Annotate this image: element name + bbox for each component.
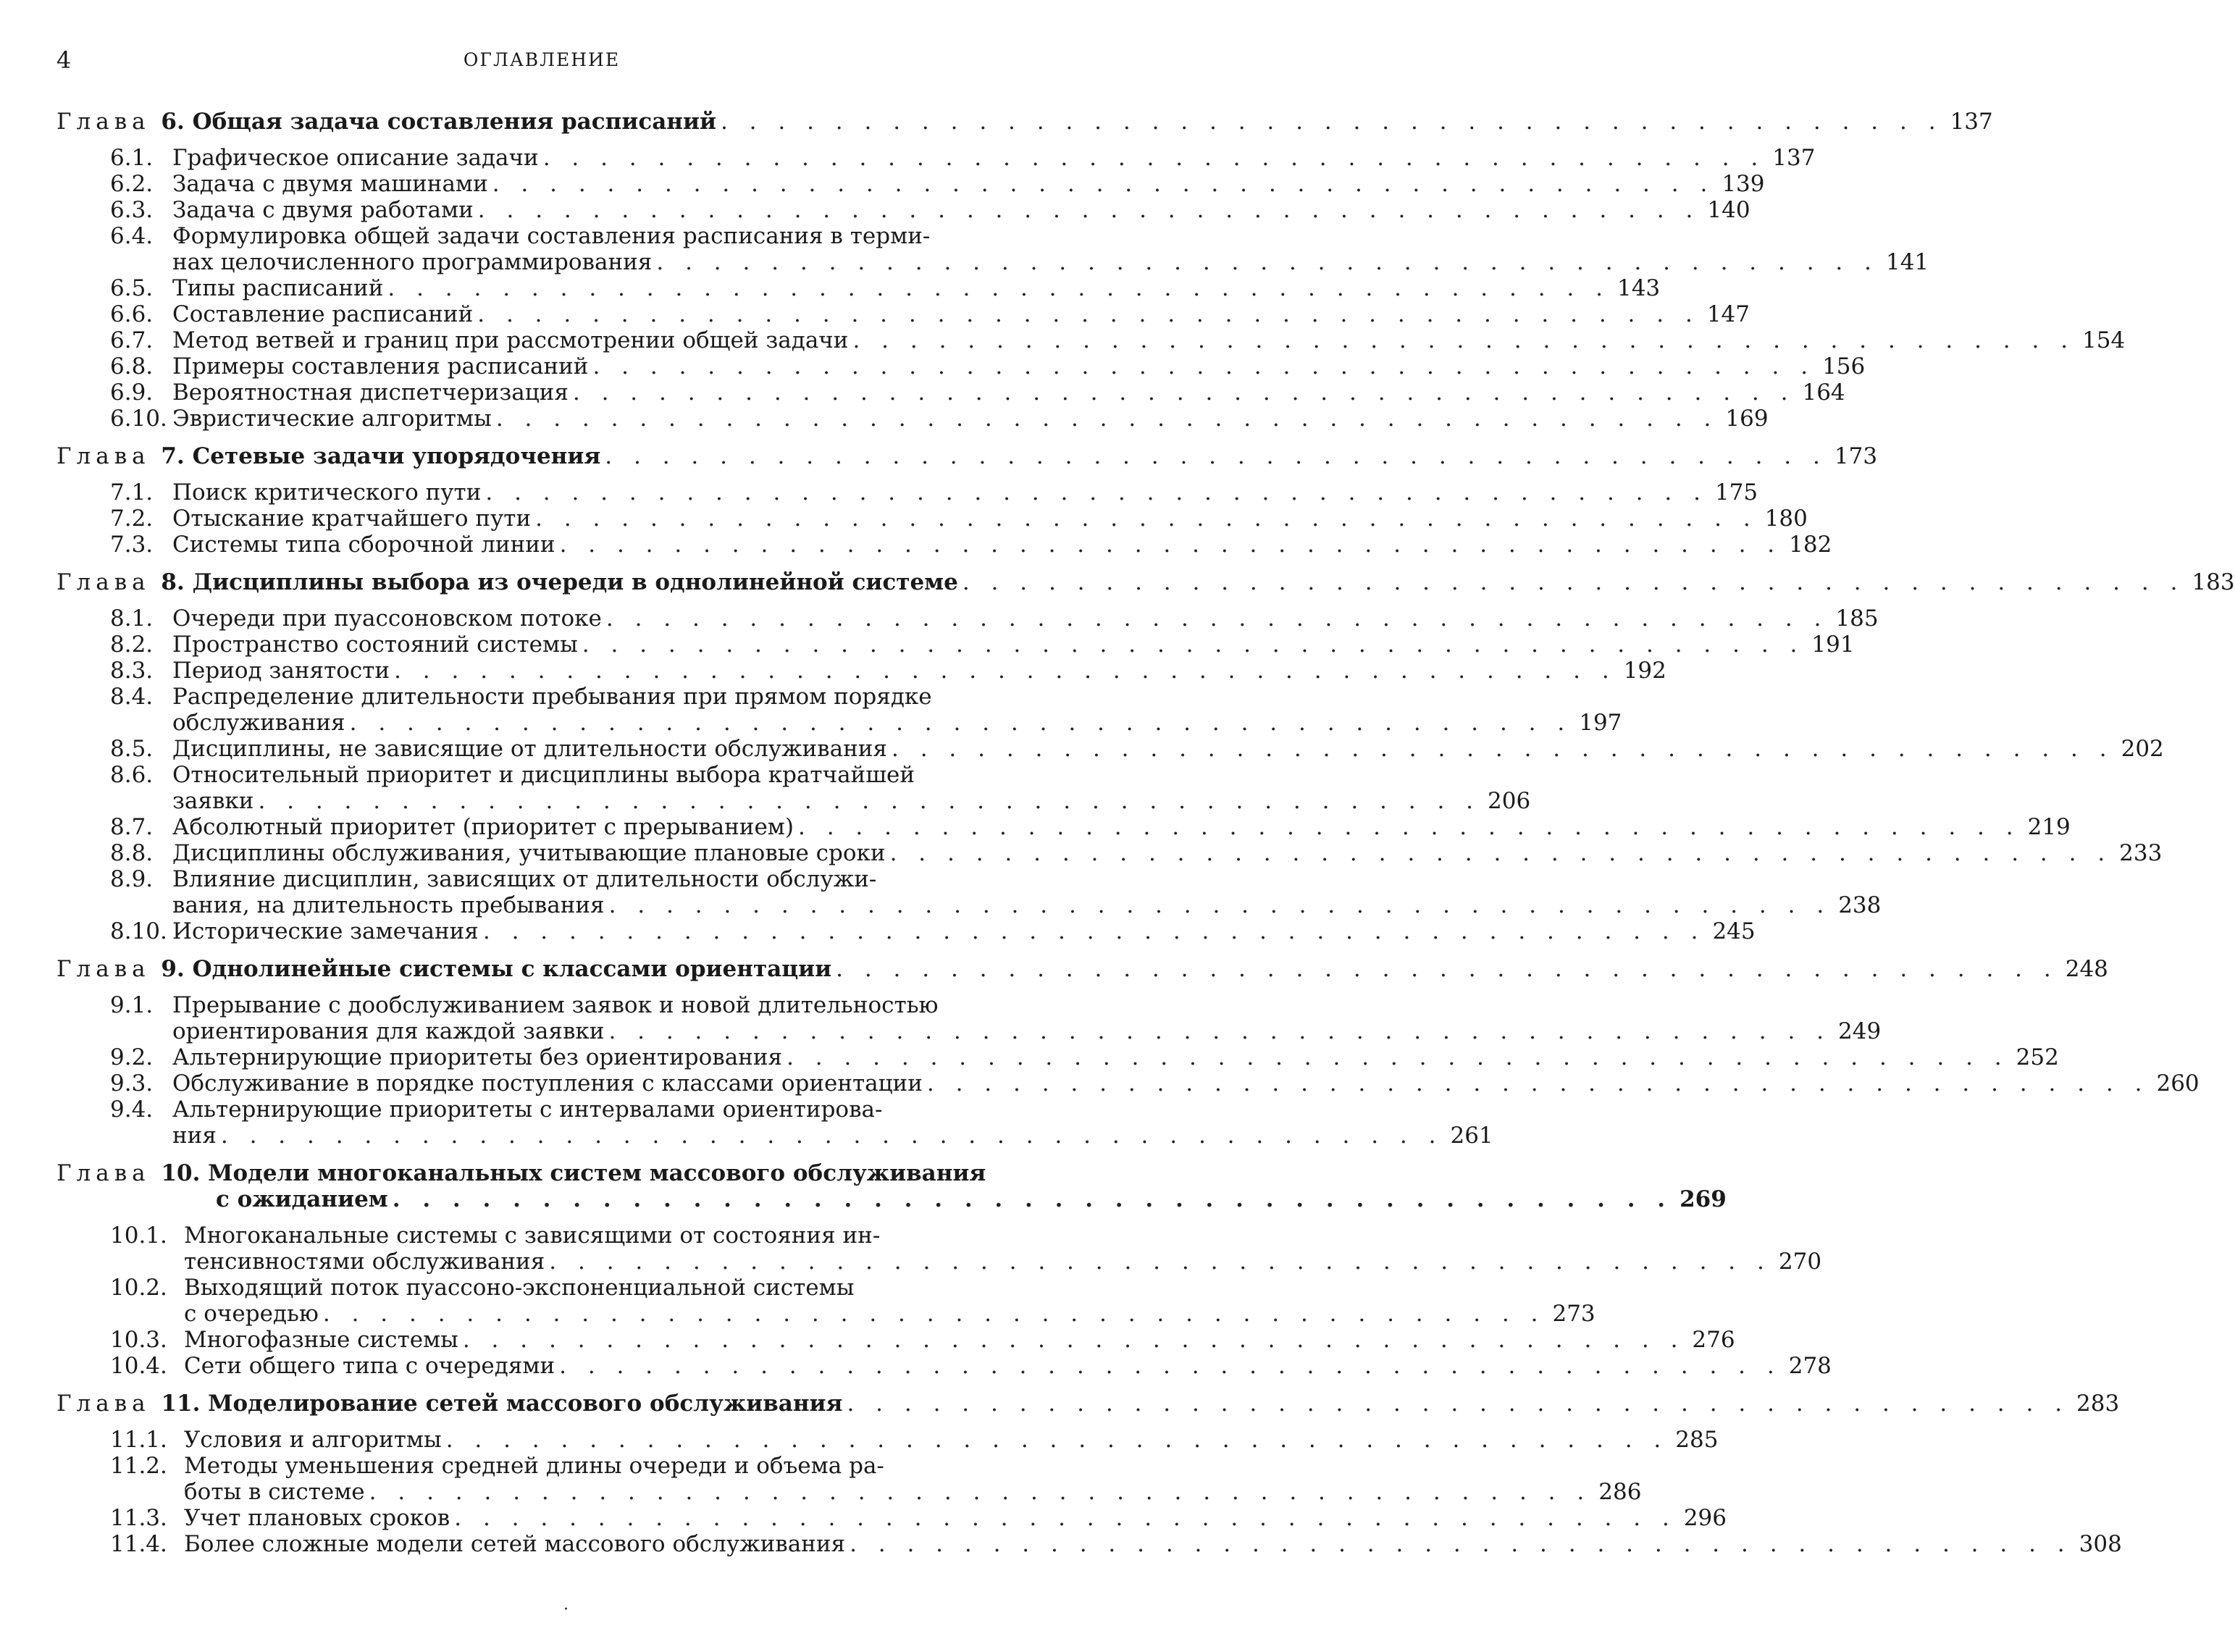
dot-leader: . . . . . . . . . . . . . . . . . . . . . . . . . . . . . . . . . . . . . . . . . . . — [720, 109, 1943, 135]
chapter-heading — [56, 569, 2235, 595]
dot-leader: . . . . . . . . . . . . . . . . . . . . . . . . . . . . . . . . . . . . . . . . . . . — [582, 632, 1805, 658]
section-entry-continuation — [56, 1123, 1493, 1149]
section-title: Типы расписаний — [172, 275, 384, 301]
page-title: ОГЛАВЛЕНИЕ — [463, 49, 621, 70]
section-title: Задача с двумя машинами — [172, 171, 488, 197]
dot-leader: . . . . . . . . . . . . . . . . . . . . . . . . . . . . . . . . . . . . . . . . . . . — [926, 1070, 2150, 1097]
section-page-number: 308 — [2079, 1531, 2122, 1557]
section-entry — [56, 301, 1750, 327]
dot-leader: . . . . . . . . . . . . . . . . . . . . . . . . . . . . . . . . . . . . . . . . . . . — [477, 197, 1701, 223]
section-entry — [56, 762, 1027, 788]
chapter-heading — [56, 956, 2108, 982]
section-title: Составление расписаний — [172, 301, 474, 327]
dot-leader: . . . . . . . . . . . . . . . . . . . . . . . . . . . . . . . . . . . . . . . . . . . — [445, 1427, 1669, 1453]
dot-leader: . . . . . . . . . . . . . . . . . . . . . . . . . . . . . . . . . . . . . . . . . . . — [798, 814, 2021, 840]
dot-leader: . . . . . . . . . . . . . . . . . . . . . . . . . . . . . . . . . . . . . . . . . . . — [258, 788, 1481, 814]
chapter-title: Модели многоканальных систем массового обслуживания — [208, 1160, 986, 1186]
section-entry — [56, 1531, 2122, 1557]
section-entry-continuation — [56, 1301, 1595, 1327]
section-number: 6.2. — [110, 171, 154, 197]
chapter-page-number: 269 — [1680, 1186, 1727, 1212]
dot-leader: . . . . . . . . . . . . . . . . . . . . . . . . . . . . . . . . . . . . . . . . . . . — [322, 1301, 1546, 1327]
section-title: Задача с двумя работами — [172, 197, 474, 223]
dot-leader: . . . . . . . . . . . . . . . . . . . . . . . . . . . . . . . . . . . . . . . . . . . — [369, 1479, 1592, 1505]
section-title: Метод ветвей и границ при рассмотрении общей задачи — [172, 327, 849, 353]
section-entry — [56, 840, 2163, 866]
section-number: 6.5. — [110, 275, 154, 301]
section-entry — [56, 1327, 1735, 1353]
section-number: 6.1. — [110, 145, 154, 171]
dot-leader: . . . . . . . . . . . . . . . . . . . . . . . . . . . . . . . . . . . . . . . . . . . — [387, 275, 1610, 301]
section-page-number: 137 — [1772, 145, 1816, 171]
section-title: Эвристические алгоритмы — [172, 406, 492, 432]
chapter-title: с ожиданием — [216, 1186, 388, 1212]
section-page-number: 197 — [1579, 710, 1622, 736]
dot-leader: . . . . . . . . . . . . . . . . . . . . . . . . . . . . . . . . . . . . . . . . . . . — [392, 1186, 1673, 1212]
section-number: 8.8. — [110, 840, 154, 866]
dot-leader: . . . . . . . . . . . . . . . . . . . . . . . . . . . . . . . . . . . . . . . . . . . — [492, 171, 1715, 197]
section-number: 6.6. — [110, 301, 154, 327]
section-entry — [56, 1353, 1832, 1379]
section-page-number: 273 — [1552, 1301, 1595, 1327]
section-entry — [56, 275, 1661, 301]
section-number: 9.1. — [110, 992, 154, 1018]
chapter-heading-continuation — [56, 1186, 1727, 1212]
section-title: Примеры составления расписаний — [172, 353, 589, 380]
chapter-prefix: Глава — [56, 109, 151, 135]
section-title: боты в системе — [184, 1479, 365, 1505]
section-title: Системы типа сборочной линии — [172, 532, 555, 558]
chapter-number: 10. — [153, 1160, 209, 1186]
chapter-prefix: Глава — [56, 569, 151, 595]
section-title: заявки — [172, 788, 254, 814]
page-header — [56, 46, 1027, 83]
section-page-number: 278 — [1788, 1353, 1832, 1379]
section-entry — [56, 1223, 1027, 1249]
section-number: 8.6. — [110, 762, 154, 788]
section-title: Учет плановых сроков — [184, 1505, 450, 1531]
footer-mark: · — [563, 1601, 569, 1619]
dot-leader: . . . . . . . . . . . . . . . . . . . . . . . . . . . . . . . . . . . . . . . . . . . — [605, 605, 1829, 632]
dot-leader: . . . . . . . . . . . . . . . . . . . . . . . . . . . . . . . . . . . . . . . . . . . — [889, 840, 2113, 866]
book-page — [56, 0, 2235, 1652]
section-page-number: 270 — [1778, 1249, 1822, 1275]
chapter-number: 6. — [153, 109, 193, 135]
section-entry-continuation — [56, 788, 1531, 814]
section-entry — [56, 327, 2126, 353]
section-entry — [56, 479, 1758, 506]
section-number: 6.7. — [110, 327, 154, 353]
dot-leader: . . . . . . . . . . . . . . . . . . . . . . . . . . . . . . . . . . . . . . . . . . . — [349, 710, 1572, 736]
section-title: ния — [172, 1123, 217, 1149]
table-of-contents — [56, 109, 2235, 1569]
section-page-number: 141 — [1885, 249, 1929, 275]
section-page-number: 296 — [1683, 1505, 1727, 1531]
section-number: 7.3. — [110, 532, 154, 558]
dot-leader: . . . . . . . . . . . . . . . . . . . . . . . . . . . . . . . . . . . . . . . . . . . — [572, 380, 1795, 406]
section-page-number: 143 — [1617, 275, 1661, 301]
dot-leader: . . . . . . . . . . . . . . . . . . . . . . . . . . . . . . . . . . . . . . . . . . . — [656, 249, 1879, 275]
section-page-number: 238 — [1838, 892, 1882, 918]
section-number: 6.3. — [110, 197, 154, 223]
section-title: Поиск критического пути — [172, 479, 482, 506]
dot-leader: . . . . . . . . . . . . . . . . . . . . . . . . . . . . . . . . . . . . . . . . . . . — [850, 1531, 2072, 1557]
chapter-title: Моделирование сетей массового обслуживания — [208, 1391, 843, 1417]
section-title: Вероятностная диспетчеризация — [172, 380, 569, 406]
section-entry — [56, 1275, 1027, 1301]
section-entry — [56, 1505, 1727, 1531]
section-entry — [56, 1427, 1719, 1453]
section-title: Дисциплины, не зависящие от длительности обслуживания — [172, 736, 887, 762]
chapter-prefix: Глава — [56, 956, 151, 982]
section-page-number: 252 — [2016, 1044, 2059, 1070]
section-title: Графическое описание задачи — [172, 145, 539, 171]
section-page-number: 233 — [2119, 840, 2163, 866]
section-title: нах целочисленного программирования — [172, 249, 653, 275]
section-title: Абсолютный приоритет (приоритет с прерыванием) — [172, 814, 794, 840]
dot-leader: . . . . . . . . . . . . . . . . . . . . . . . . . . . . . . . . . . . . . . . . . . . — [549, 1249, 1771, 1275]
section-number: 10.1. — [110, 1223, 167, 1249]
chapter-heading — [56, 1160, 1027, 1186]
dot-leader: . . . . . . . . . . . . . . . . . . . . . . . . . . . . . . . . . . . . . . . . . . . — [482, 918, 1706, 944]
section-entry — [56, 658, 1666, 684]
dot-leader: . . . . . . . . . . . . . . . . . . . . . . . . . . . . . . . . . . . . . . . . . . . — [394, 658, 1617, 684]
section-title: Сети общего типа с очередями — [184, 1353, 555, 1379]
section-page-number: 139 — [1722, 171, 1765, 197]
dot-leader: . . . . . . . . . . . . . . . . . . . . . . . . . . . . . . . . . . . . . . . . . . . — [836, 956, 2058, 982]
section-entry — [56, 353, 1866, 380]
section-page-number: 219 — [2027, 814, 2071, 840]
section-number: 8.9. — [110, 866, 154, 892]
section-page-number: 156 — [1822, 353, 1866, 380]
section-number: 11.3. — [110, 1505, 167, 1531]
chapter-page-number: 283 — [2076, 1391, 2120, 1417]
section-number: 7.1. — [110, 479, 154, 506]
section-page-number: 276 — [1692, 1327, 1735, 1353]
section-page-number: 202 — [2121, 736, 2164, 762]
section-page-number: 164 — [1802, 380, 1845, 406]
section-number: 11.2. — [110, 1453, 167, 1479]
section-page-number: 182 — [1789, 532, 1832, 558]
section-title: Влияние дисциплин, зависящих от длительности обслужи- — [172, 866, 877, 892]
section-entry — [56, 1070, 2200, 1097]
section-entry — [56, 918, 1756, 944]
section-page-number: 285 — [1675, 1427, 1719, 1453]
section-title: Дисциплины обслуживания, учитывающие плановые сроки — [172, 840, 886, 866]
chapter-heading — [56, 1391, 2120, 1417]
section-title: Многофазные системы — [184, 1327, 458, 1353]
section-entry — [56, 632, 1855, 658]
section-number: 6.10. — [110, 406, 167, 432]
section-entry — [56, 684, 1027, 710]
section-page-number: 180 — [1764, 506, 1808, 532]
section-title: Выходящий поток пуассоно-экспоненциальной системы — [184, 1275, 855, 1301]
section-number: 8.2. — [110, 632, 154, 658]
chapter-block — [56, 1391, 2122, 1557]
chapter-prefix: Глава — [56, 1160, 151, 1186]
chapter-prefix: Глава — [56, 1391, 151, 1417]
section-entry — [56, 814, 2071, 840]
section-page-number: 154 — [2082, 327, 2126, 353]
section-page-number: 192 — [1623, 658, 1666, 684]
section-page-number: 260 — [2156, 1070, 2200, 1097]
section-title: Период занятости — [172, 658, 390, 684]
section-entry — [56, 171, 1765, 197]
section-title: Альтернирующие приоритеты с интервалами ориентирова- — [172, 1097, 883, 1123]
page-number: 4 — [56, 46, 72, 74]
section-number: 6.8. — [110, 353, 154, 380]
section-title: Пространство состояний системы — [172, 632, 578, 658]
section-entry — [56, 380, 1845, 406]
section-entry — [56, 992, 1027, 1018]
section-page-number: 286 — [1598, 1479, 1642, 1505]
section-number: 8.5. — [110, 736, 154, 762]
section-number: 11.1. — [110, 1427, 167, 1453]
dot-leader: . . . . . . . . . . . . . . . . . . . . . . . . . . . . . . . . . . . . . . . . . . . — [454, 1505, 1677, 1531]
section-page-number: 206 — [1488, 788, 1531, 814]
section-entry-continuation — [56, 1249, 1822, 1275]
dot-leader: . . . . . . . . . . . . . . . . . . . . . . . . . . . . . . . . . . . . . . . . . . . — [559, 532, 1782, 558]
section-page-number: 169 — [1725, 406, 1769, 432]
section-page-number: 175 — [1714, 479, 1758, 506]
section-number: 6.4. — [110, 223, 154, 249]
section-title: Отыскание кратчайшего пути — [172, 506, 532, 532]
dot-leader: . . . . . . . . . . . . . . . . . . . . . . . . . . . . . . . . . . . . . . . . . . . — [847, 1391, 2070, 1417]
section-number: 10.4. — [110, 1353, 167, 1379]
dot-leader: . . . . . . . . . . . . . . . . . . . . . . . . . . . . . . . . . . . . . . . . . . . — [605, 443, 1827, 469]
dot-leader: . . . . . . . . . . . . . . . . . . . . . . . . . . . . . . . . . . . . . . . . . . . — [559, 1353, 1782, 1379]
section-number: 8.3. — [110, 658, 154, 684]
section-page-number: 140 — [1707, 197, 1750, 223]
section-number: 10.3. — [110, 1327, 167, 1353]
section-entry-continuation — [56, 249, 1929, 275]
dot-leader: . . . . . . . . . . . . . . . . . . . . . . . . . . . . . . . . . . . . . . . . . . . — [892, 736, 2114, 762]
dot-leader: . . . . . . . . . . . . . . . . . . . . . . . . . . . . . . . . . . . . . . . . . . . — [608, 1018, 1832, 1044]
section-number: 9.4. — [110, 1097, 154, 1123]
section-title: Очереди при пуассоновском потоке — [172, 605, 602, 632]
section-title: Условия и алгоритмы — [184, 1427, 442, 1453]
section-number: 7.2. — [110, 506, 154, 532]
section-title: с очередью — [184, 1301, 319, 1327]
section-title: Многоканальные системы с зависящими от состояния ин- — [184, 1223, 881, 1249]
section-number: 8.4. — [110, 684, 154, 710]
chapter-title: Дисциплины выбора из очереди в однолинейной системе — [192, 569, 958, 595]
section-number: 9.3. — [110, 1070, 154, 1097]
dot-leader: . . . . . . . . . . . . . . . . . . . . . . . . . . . . . . . . . . . . . . . . . . . — [462, 1327, 1685, 1353]
section-title: обслуживания — [172, 710, 345, 736]
section-entry — [56, 1044, 2059, 1070]
dot-leader: . . . . . . . . . . . . . . . . . . . . . . . . . . . . . . . . . . . . . . . . . . . — [220, 1123, 1443, 1149]
chapter-block — [56, 956, 2200, 1149]
chapter-page-number: 137 — [1950, 109, 1993, 135]
dot-leader: . . . . . . . . . . . . . . . . . . . . . . . . . . . . . . . . . . . . . . . . . . . — [852, 327, 2076, 353]
section-entry-continuation — [56, 1018, 1882, 1044]
section-entry — [56, 223, 1027, 249]
chapter-page-number: 248 — [2065, 956, 2108, 982]
dot-leader: . . . . . . . . . . . . . . . . . . . . . . . . . . . . . . . . . . . . . . . . . . . — [962, 569, 2185, 595]
section-number: 6.9. — [110, 380, 154, 406]
chapter-title: Общая задача составления расписаний — [192, 109, 716, 135]
section-title: Относительный приоритет и дисциплины выбора кратчайшей — [172, 762, 915, 788]
section-page-number: 185 — [1835, 605, 1879, 632]
section-title: ориентирования для каждой заявки — [172, 1018, 605, 1044]
chapter-number: 7. — [153, 443, 193, 469]
chapter-block — [56, 443, 1878, 558]
section-entry-continuation — [56, 892, 1882, 918]
chapter-block — [56, 109, 2126, 432]
section-entry — [56, 197, 1750, 223]
section-number: 10.2. — [110, 1275, 167, 1301]
section-title: Более сложные модели сетей массового обслуживания — [184, 1531, 846, 1557]
dot-leader: . . . . . . . . . . . . . . . . . . . . . . . . . . . . . . . . . . . . . . . . . . . — [485, 479, 1708, 506]
section-number: 9.2. — [110, 1044, 154, 1070]
dot-leader: . . . . . . . . . . . . . . . . . . . . . . . . . . . . . . . . . . . . . . . . . . . — [608, 892, 1832, 918]
section-page-number: 261 — [1450, 1123, 1493, 1149]
section-entry-continuation — [56, 710, 1622, 736]
section-entry — [56, 605, 1879, 632]
section-title: тенсивностями обслуживания — [184, 1249, 545, 1275]
section-title: Альтернирующие приоритеты без ориентирования — [172, 1044, 783, 1070]
section-entry — [56, 532, 1832, 558]
section-title: вания, на длительность пребывания — [172, 892, 605, 918]
section-number: 8.1. — [110, 605, 154, 632]
section-title: Формулировка общей задачи составления расписания в терми- — [172, 223, 931, 249]
section-number: 11.4. — [110, 1531, 167, 1557]
chapter-title: Сетевые задачи упорядочения — [192, 443, 601, 469]
section-entry — [56, 736, 2164, 762]
section-number: 8.10. — [110, 918, 167, 944]
chapter-title: Однолинейные системы с классами ориентации — [192, 956, 832, 982]
chapter-prefix: Глава — [56, 443, 151, 469]
chapter-page-number: 183 — [2192, 569, 2235, 595]
chapter-block — [56, 569, 2235, 944]
section-page-number: 245 — [1712, 918, 1756, 944]
chapter-heading — [56, 109, 1993, 135]
section-number: 8.7. — [110, 814, 154, 840]
section-entry — [56, 145, 1816, 171]
dot-leader: . . . . . . . . . . . . . . . . . . . . . . . . . . . . . . . . . . . . . . . . . . . — [477, 301, 1700, 327]
section-entry — [56, 866, 1027, 892]
dot-leader: . . . . . . . . . . . . . . . . . . . . . . . . . . . . . . . . . . . . . . . . . . . — [542, 145, 1766, 171]
section-page-number: 147 — [1706, 301, 1750, 327]
section-page-number: 249 — [1838, 1018, 1882, 1044]
dot-leader: . . . . . . . . . . . . . . . . . . . . . . . . . . . . . . . . . . . . . . . . . . . — [495, 406, 1719, 432]
section-page-number: 191 — [1811, 632, 1855, 658]
section-title: Обслуживание в порядке поступления с классами ориентации — [172, 1070, 923, 1097]
chapter-number: 9. — [153, 956, 193, 982]
section-entry — [56, 406, 1769, 432]
dot-leader: . . . . . . . . . . . . . . . . . . . . . . . . . . . . . . . . . . . . . . . . . . . — [592, 353, 1816, 380]
section-title: Методы уменьшения средней длины очереди и объема ра- — [184, 1453, 884, 1479]
section-entry — [56, 506, 1808, 532]
section-entry-continuation — [56, 1479, 1642, 1505]
dot-leader: . . . . . . . . . . . . . . . . . . . . . . . . . . . . . . . . . . . . . . . . . . . — [535, 506, 1758, 532]
section-entry — [56, 1453, 1027, 1479]
chapter-number: 8. — [153, 569, 193, 595]
chapter-heading — [56, 443, 1878, 469]
section-entry — [56, 1097, 1027, 1123]
dot-leader: . . . . . . . . . . . . . . . . . . . . . . . . . . . . . . . . . . . . . . . . . . . — [787, 1044, 2009, 1070]
chapter-block — [56, 1160, 1832, 1379]
section-title: Распределение длительности пребывания при прямом порядке — [172, 684, 932, 710]
section-title: Прерывание с дообслуживанием заявок и новой длительностью — [172, 992, 939, 1018]
section-title: Исторические замечания — [172, 918, 479, 944]
chapter-number: 11. — [153, 1391, 209, 1417]
chapter-page-number: 173 — [1834, 443, 1878, 469]
